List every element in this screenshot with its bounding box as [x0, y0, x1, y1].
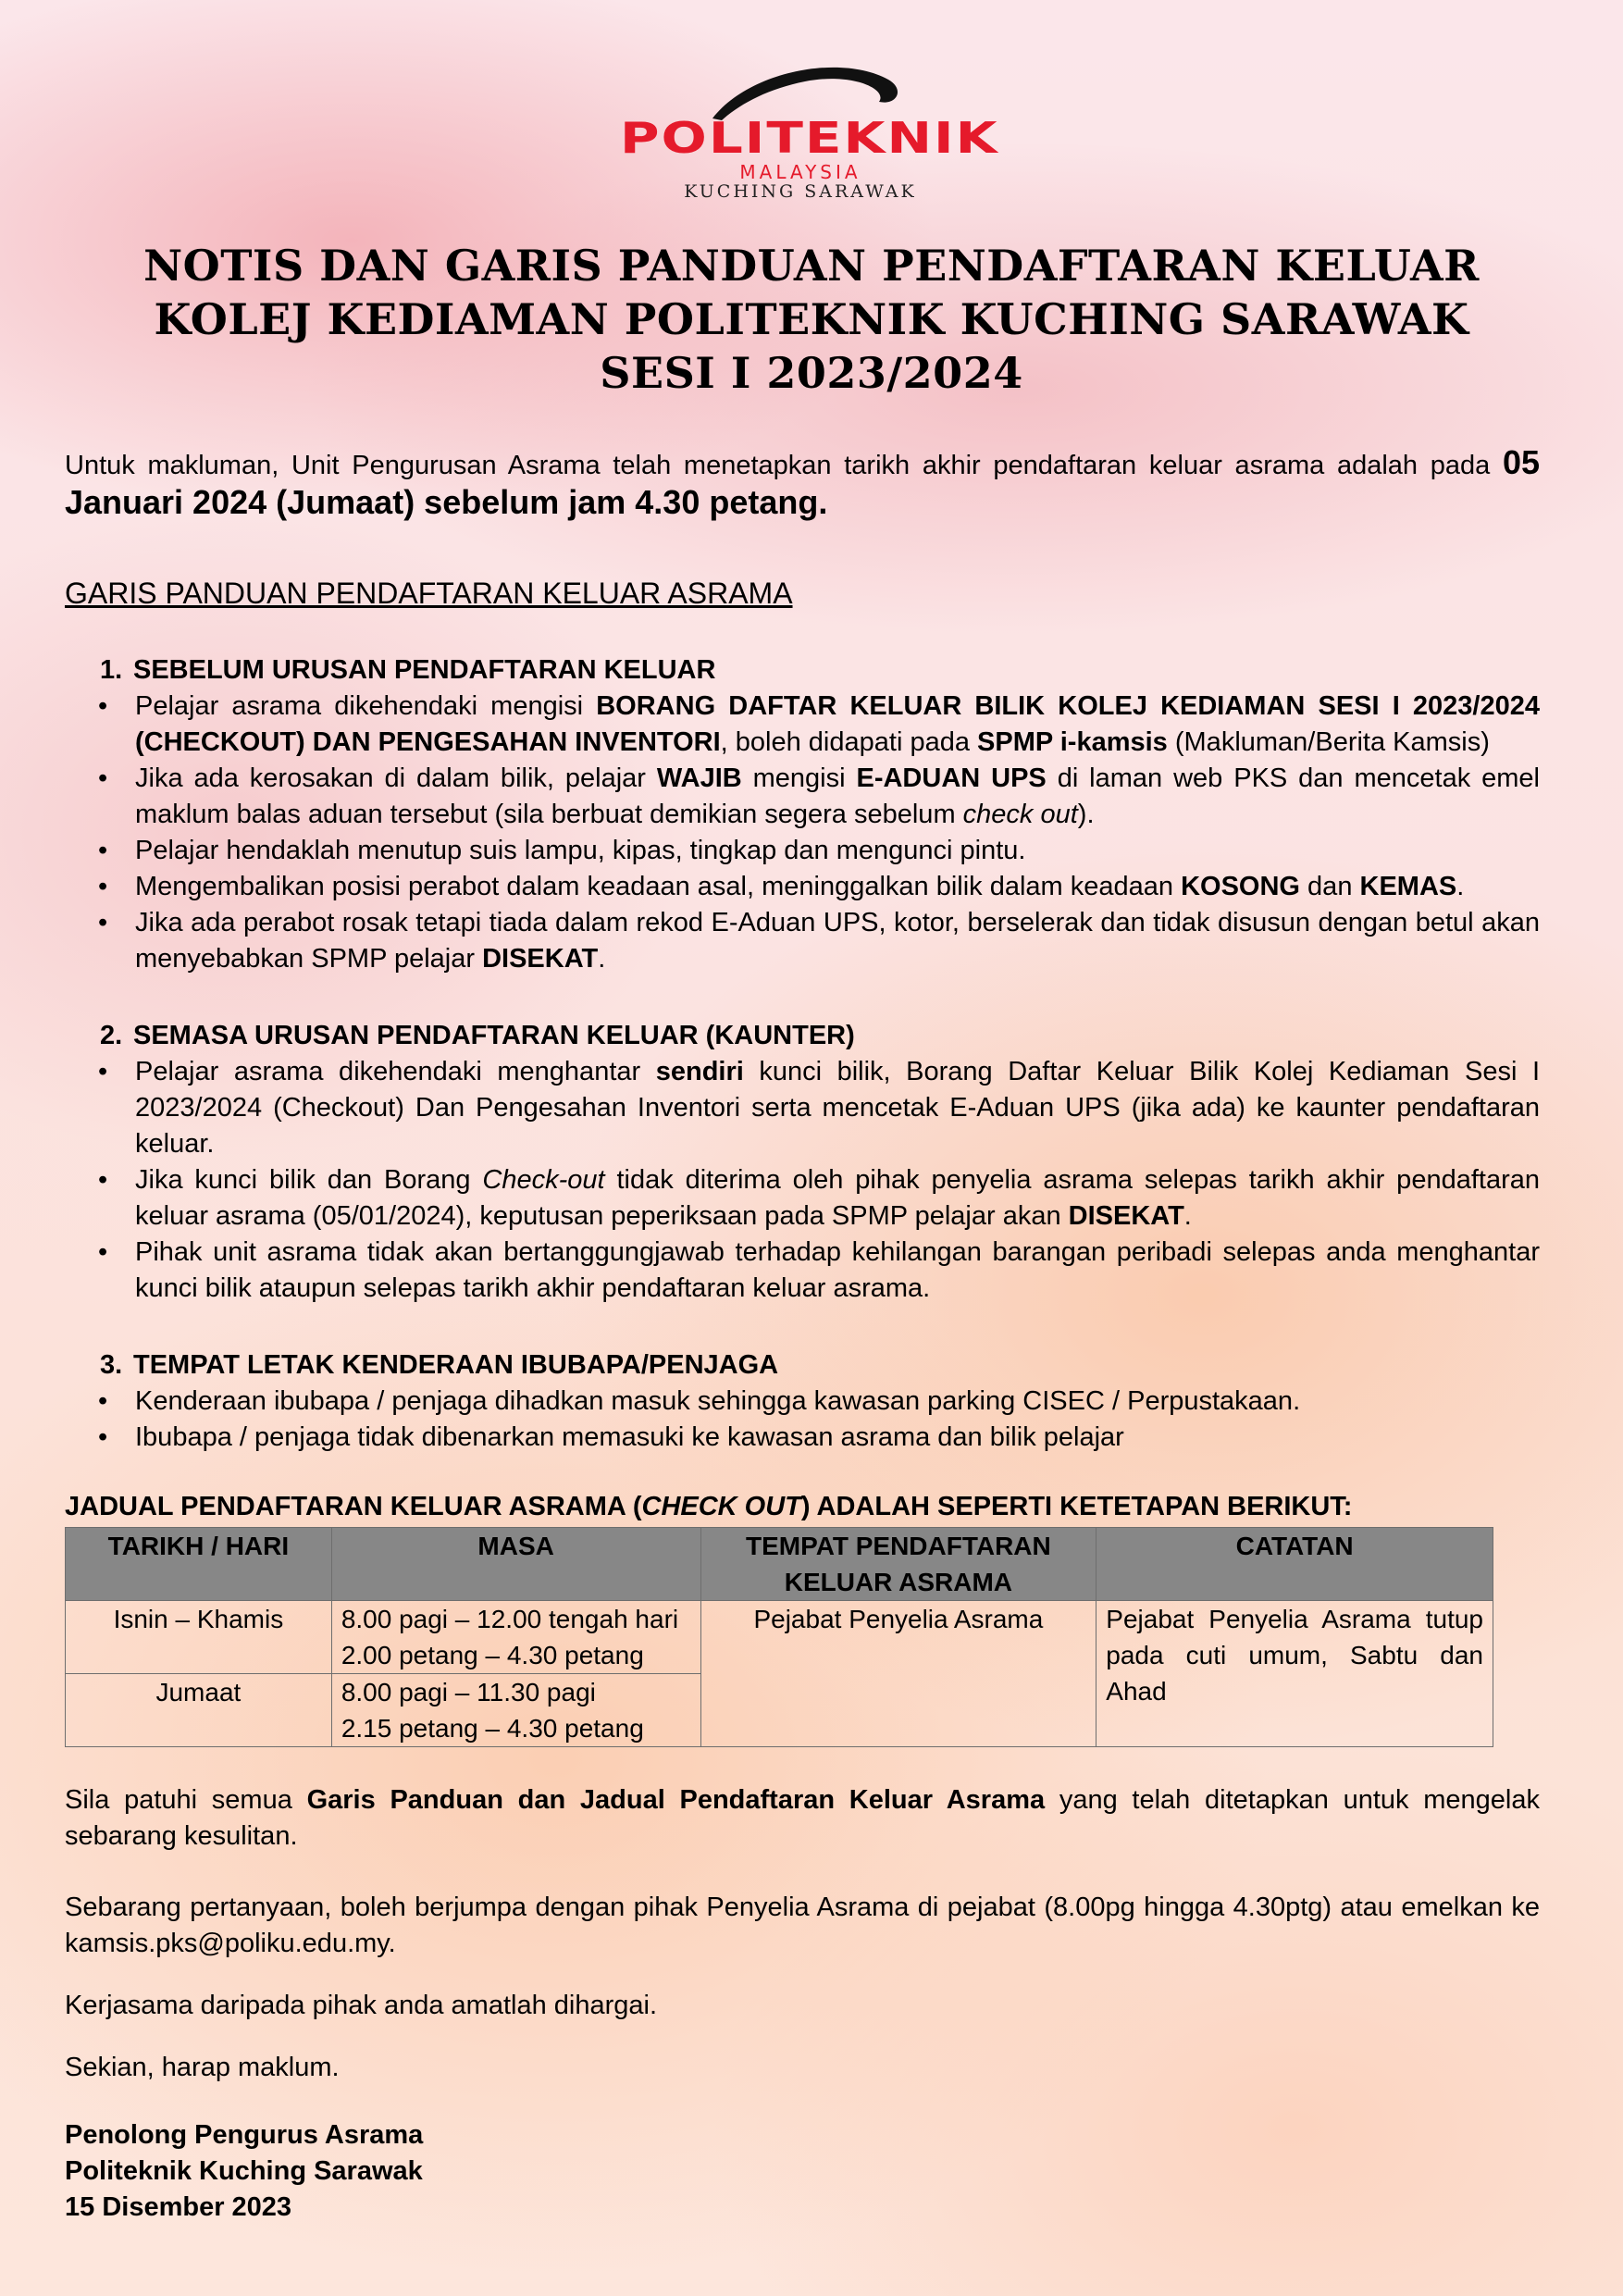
closing-paragraph-3: Kerjasama daripada pihak anda amatlah dihargai.: [65, 1991, 658, 2020]
header-date: TARIKH / HARI: [66, 1528, 332, 1601]
deadline-text: 05 Januari 2024 (Jumaat) sebelum jam 4.30 petang.: [65, 443, 1540, 521]
signature-date: 15 Disember 2023: [65, 2192, 292, 2222]
section-title: [65, 652, 1540, 689]
title-line-1: NOTIS DAN GARIS PANDUAN PENDAFTARAN KELUAR: [143, 241, 1480, 291]
header-place: TEMPAT PENDAFTARAN KELUAR ASRAMA: [700, 1528, 1096, 1601]
title-line-3: SESI I 2023/2024: [600, 348, 1023, 398]
section-title-text: SEMASA URUSAN PENDAFTARAN KELUAR (KAUNTER): [133, 1021, 855, 1050]
list-item: • Pelajar asrama dikehendaki mengisi BORANG DAFTAR KELUAR BILIK KOLEJ KEDIAMAN SESI I 2023/2024 (CHECKOUT) DAN PENGESAHAN INVENTORI, boleh didapati pada SPMP i-kamsis (Makluman/Berita Kamsis): [65, 689, 1540, 761]
title-line-2: KOLEJ KEDIAMAN POLITEKNIK KUCHING SARAWAK: [154, 294, 1469, 344]
section-during-checkout: [65, 1018, 1540, 1307]
section-list: [65, 1054, 1540, 1307]
signature-role: Penolong Pengurus Asrama: [65, 2120, 424, 2150]
schedule-table: [65, 1527, 1493, 1747]
list-item: • Jika kunci bilik dan Borang Check-out tidak diterima oleh pihak penyelia asrama selepas tarikh akhir pendaftaran keluar asrama (05/01/2024), keputusan peperiksaan pada SPMP pelajar akan DISEKAT.: [65, 1162, 1540, 1235]
section-list: [65, 689, 1540, 977]
cell-time: 8.00 pagi – 12.00 tengah hari 2.00 petang – 4.30 petang: [331, 1601, 700, 1674]
list-item: • Jika ada perabot rosak tetapi tiada dalam rekod E-Aduan UPS, kotor, berselerak dan tidak disusun dengan betul akan menyebabkan SPMP pelajar DISEKAT.: [65, 905, 1540, 977]
table-row: [66, 1601, 1493, 1674]
cell-day: Jumaat: [66, 1674, 332, 1747]
notice-content: [65, 444, 1540, 2226]
cell-time: 8.00 pagi – 11.30 pagi 2.15 petang – 4.30 petang: [331, 1674, 700, 1747]
table-header-row: [66, 1528, 1493, 1601]
page-title: [65, 239, 1558, 400]
logo-country: MALAYSIA: [739, 161, 861, 183]
signature-org: Politeknik Kuching Sarawak: [65, 2156, 423, 2186]
signature-block: [65, 2117, 1540, 2226]
section-title: [65, 1347, 1540, 1384]
cell-note: Pejabat Penyelia Asrama tutup pada cuti umum, Sabtu dan Ahad: [1096, 1601, 1493, 1747]
logo-campus: KUCHING SARAWAK: [684, 181, 917, 202]
section-title-text: SEBELUM URUSAN PENDAFTARAN KELUAR: [133, 655, 716, 685]
closing-paragraph-2: Sebarang pertanyaan, boleh berjumpa dengan pihak Penyelia Asrama di pejabat (8.00pg hingga 4.30ptg) atau emelkan ke kamsis.pks@poliku.edu.my.: [65, 1893, 1540, 1958]
section-number: 2.: [100, 1021, 123, 1050]
intro-paragraph: [65, 444, 1540, 524]
cell-place: Pejabat Penyelia Asrama: [700, 1601, 1096, 1747]
section-number: 3.: [100, 1350, 123, 1380]
closing-paragraph-4: Sekian, harap maklum.: [65, 2053, 340, 2082]
section-before-checkout: [65, 652, 1540, 977]
header-time: MASA: [331, 1528, 700, 1601]
list-item: • Pelajar hendaklah menutup suis lampu, kipas, tingkap dan mengunci pintu.: [65, 833, 1540, 869]
cell-day: Isnin – Khamis: [66, 1601, 332, 1674]
closing-paragraph-1: Sila patuhi semua Garis Panduan dan Jadual Pendaftaran Keluar Asrama yang telah ditetapkan untuk mengelak sebarang kesulitan.: [65, 1785, 1540, 1851]
section-number: 1.: [100, 655, 123, 685]
section-title: [65, 1018, 1540, 1054]
list-item: • Pihak unit asrama tidak akan bertanggungjawab terhadap kehilangan barangan peribadi selepas anda menghantar kunci bilik ataupun selepas tarikh akhir pendaftaran keluar asrama.: [65, 1235, 1540, 1307]
list-item: • Pelajar asrama dikehendaki menghantar sendiri kunci bilik, Borang Daftar Keluar Bilik Kolej Kediaman Sesi I 2023/2024 (Checkout) Dan Pengesahan Inventori serta mencetak E-Aduan UPS (jika ada) ke kaunter pendaftaran keluar.: [65, 1054, 1540, 1162]
list-item: • Mengembalikan posisi perabot dalam keadaan asal, meninggalkan bilik dalam keadaan KOSONG dan KEMAS.: [65, 869, 1540, 905]
section-parking: [65, 1347, 1540, 1456]
logo-wordmark: POLITEKNIK: [620, 112, 999, 164]
section-title-text: TEMPAT LETAK KENDERAAN IBUBAPA/PENJAGA: [133, 1350, 779, 1380]
schedule-title: JADUAL PENDAFTARAN KELUAR ASRAMA (CHECK OUT) ADALAH SEPERTI KETETAPAN BERIKUT:: [65, 1492, 1353, 1521]
politeknik-logo: [611, 61, 999, 209]
list-item: • Ibubapa / penjaga tidak dibenarkan memasuki ke kawasan asrama dan bilik pelajar: [65, 1420, 1540, 1456]
section-list: [65, 1384, 1540, 1456]
list-item: • Kenderaan ibubapa / penjaga dihadkan masuk sehingga kawasan parking CISEC / Perpustakaan.: [65, 1384, 1540, 1420]
guideline-heading: GARIS PANDUAN PENDAFTARAN KELUAR ASRAMA: [65, 577, 793, 610]
intro-text: Untuk makluman, Unit Pengurusan Asrama telah menetapkan tarikh akhir pendaftaran keluar asrama adalah pada: [65, 451, 1491, 480]
header-notes: CATATAN: [1096, 1528, 1493, 1601]
list-item: • Jika ada kerosakan di dalam bilik, pelajar WAJIB mengisi E-ADUAN UPS di laman web PKS dan mencetak emel maklum balas aduan tersebut (sila berbuat demikian segera sebelum check out).: [65, 761, 1540, 833]
